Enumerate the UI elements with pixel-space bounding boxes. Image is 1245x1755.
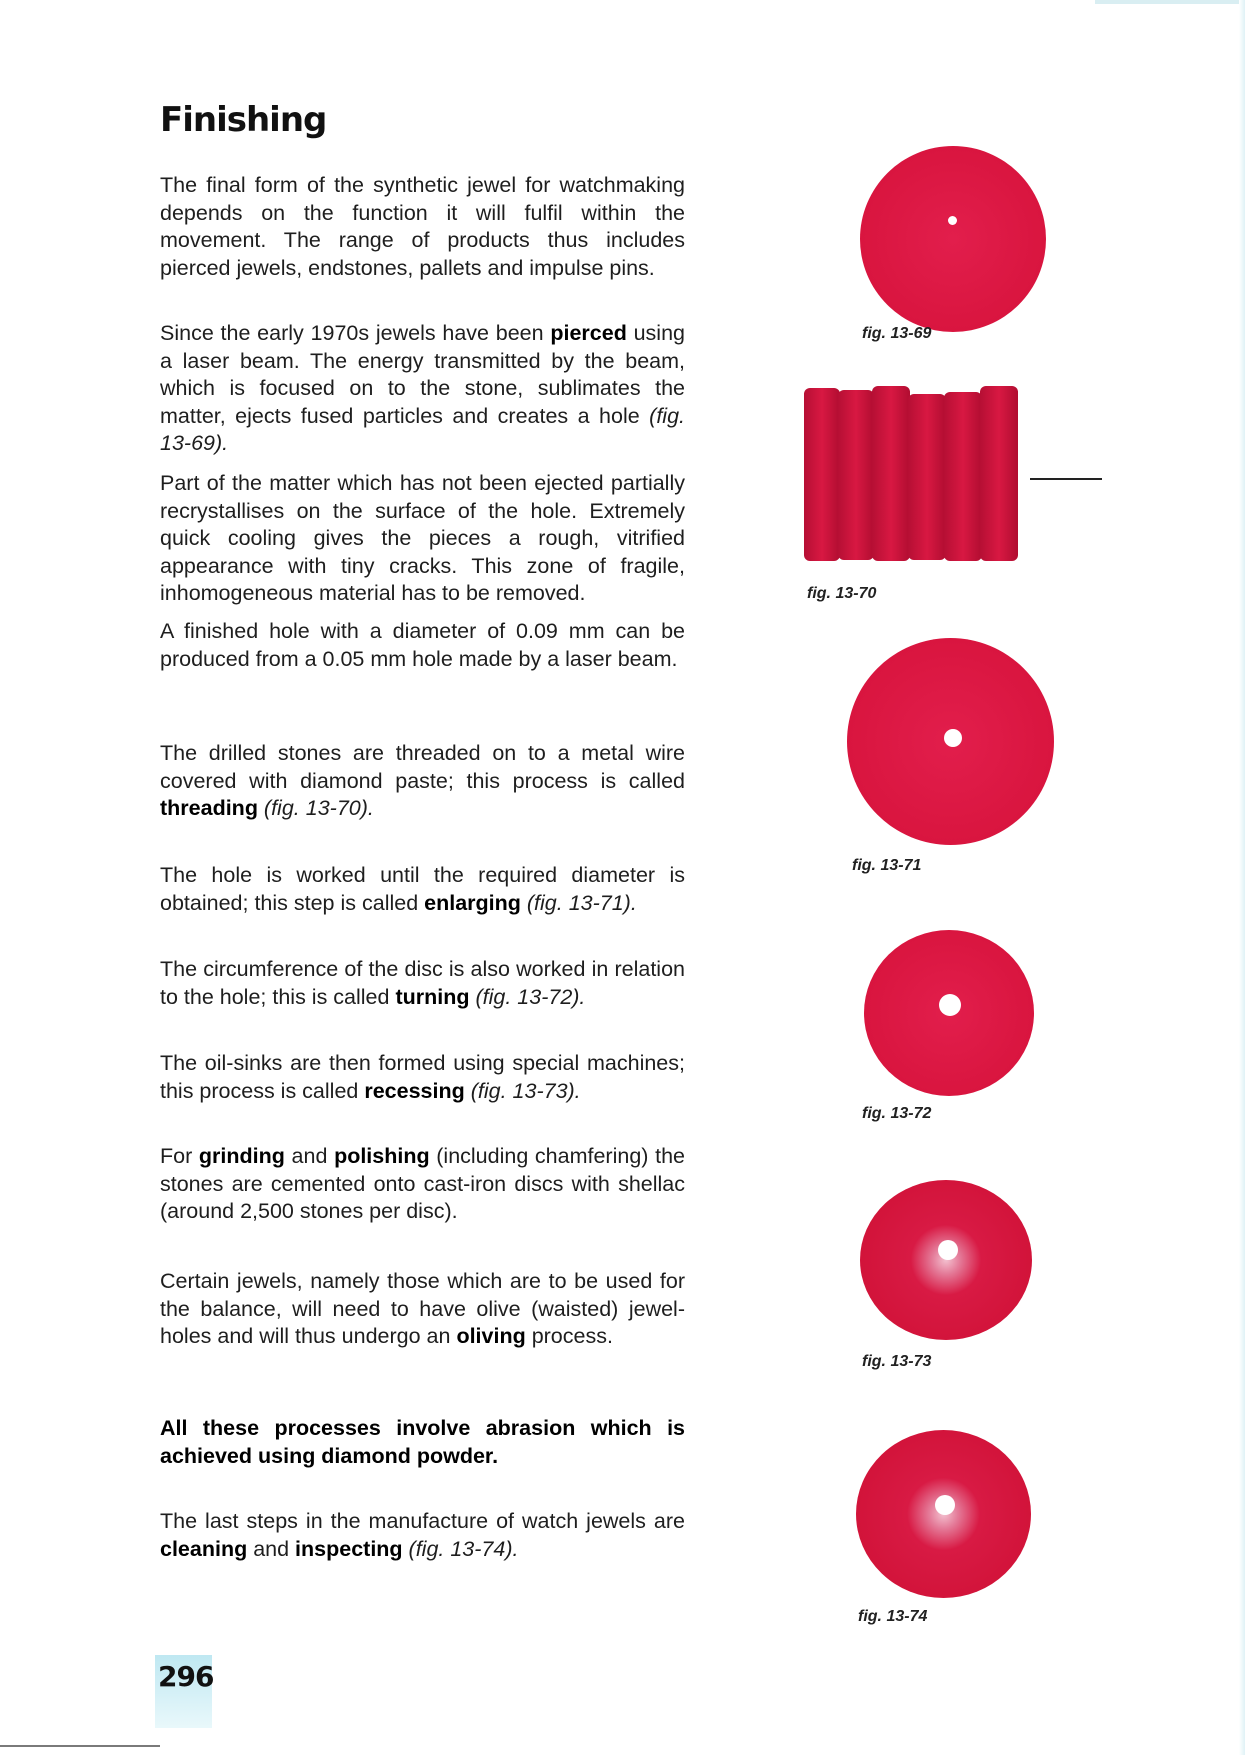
caption-fig-13-72: fig. 13-72 — [862, 1105, 932, 1122]
paragraph-abrasion-note: All these processes involve abrasion which is achieved using diamond powder. — [160, 1416, 685, 1468]
finished-hole — [935, 1495, 955, 1515]
recessed-jewel-image — [860, 1180, 1032, 1340]
threaded-stone — [944, 392, 982, 561]
term-cleaning: cleaning — [160, 1536, 248, 1561]
figure-ref-13-72: (fig. 13-72). — [469, 984, 586, 1009]
term-recessing: recessing — [364, 1078, 465, 1103]
paragraph-turning: The circumference of the disc is also worked in relation to the hole; this is called turning (fig. 13-72). — [160, 957, 685, 1009]
bottom-rule — [0, 1745, 160, 1747]
figure-ref-13-70: (fig. 13-70). — [257, 796, 374, 820]
turned-hole — [939, 994, 961, 1016]
term-grinding: grinding — [198, 1144, 285, 1168]
term-enlarging: enlarging — [424, 890, 521, 915]
threaded-stones-image — [800, 380, 1105, 565]
threaded-stone — [980, 386, 1018, 561]
term-oliving: oliving — [456, 1324, 526, 1348]
term-inspecting: inspecting — [295, 1536, 403, 1561]
caption-fig-13-69: fig. 13-69 — [862, 325, 932, 342]
figure-ref-13-73: (fig. 13-73). — [464, 1078, 581, 1103]
finished-jewel-image — [856, 1430, 1031, 1598]
enlarged-hole — [944, 729, 962, 747]
paragraph-recessing: The oil-sinks are then formed using special machines; this process is called recessing (fig. 13-73). — [160, 1051, 685, 1103]
caption-fig-13-71: fig. 13-71 — [852, 857, 922, 874]
pierced-jewel-image — [860, 146, 1046, 332]
caption-fig-13-73: fig. 13-73 — [862, 1353, 932, 1370]
paragraph-intro: The final form of the synthetic jewel for watchmaking depends on the function it will fulfil within the movement. The range of products thus includes pierced jewels, endstones, pallets and impulse pins. — [160, 173, 685, 280]
enlarged-jewel-image — [847, 638, 1054, 845]
page-number: 296 — [158, 1660, 214, 1693]
threaded-stone — [908, 394, 946, 560]
paragraph-cleaning-inspecting: The last steps in the manufacture of watch jewels are cleaning and inspecting (fig. 13-74). — [160, 1509, 685, 1561]
term-polishing: polishing — [334, 1144, 430, 1168]
paragraph-enlarging: The hole is worked until the required diameter is obtained; this step is called enlarging (fig. 13-71). — [160, 863, 685, 915]
caption-fig-13-70: fig. 13-70 — [807, 585, 877, 602]
paragraph-oliving: Certain jewels, namely those which are to be used for the balance, will need to have olive (waisted) jewel-holes and will thus undergo an oliving process. — [160, 1269, 685, 1348]
laser-hole — [948, 216, 957, 225]
term-turning: turning — [395, 984, 470, 1009]
paragraph-pierced: Since the early 1970s jewels have been pierced using a laser beam. The energy transmitted by the beam, which is focused on to the stone, sublimates the matter, ejects fused particles and creates a hole (fig. 13-69). — [160, 321, 686, 455]
threaded-stone — [804, 388, 840, 561]
paragraph-hole-diameter: A finished hole with a diameter of 0.09 mm can be produced from a 0.05 mm hole made by a laser beam. — [160, 619, 685, 671]
paragraph-threading: The drilled stones are threaded on to a metal wire covered with diamond paste; this process is called threading (fig. 13-70). — [160, 741, 685, 820]
figure-ref-13-74: (fig. 13-74). — [402, 1536, 519, 1561]
threaded-stone — [838, 390, 874, 560]
term-threading: threading — [160, 796, 258, 820]
page-top-edge — [1095, 0, 1245, 4]
caption-fig-13-74: fig. 13-74 — [858, 1608, 928, 1625]
figure-ref-13-71: (fig. 13-71). — [520, 890, 637, 915]
page-title: Finishing — [160, 100, 327, 140]
threaded-stone — [872, 386, 910, 561]
page-right-edge — [1239, 0, 1245, 1755]
paragraph-grinding-polishing: For grinding and polishing (including chamfering) the stones are cemented onto cast-iron discs with shellac (around 2,500 stones per disc). — [160, 1144, 685, 1223]
term-pierced: pierced — [550, 321, 627, 345]
turned-jewel-image — [864, 930, 1034, 1096]
figure-ref-13-69: (fig. 13-69). — [160, 403, 685, 455]
paragraph-recrystallisation: Part of the matter which has not been ejected partially recrystallises on the surface of the hole. Extremely quick cooling gives the pieces a rough, vitrified appearance with tiny cracks. This zone of fragile, inhomogeneous material has to be removed. — [160, 471, 685, 605]
recessed-hole — [938, 1240, 958, 1260]
